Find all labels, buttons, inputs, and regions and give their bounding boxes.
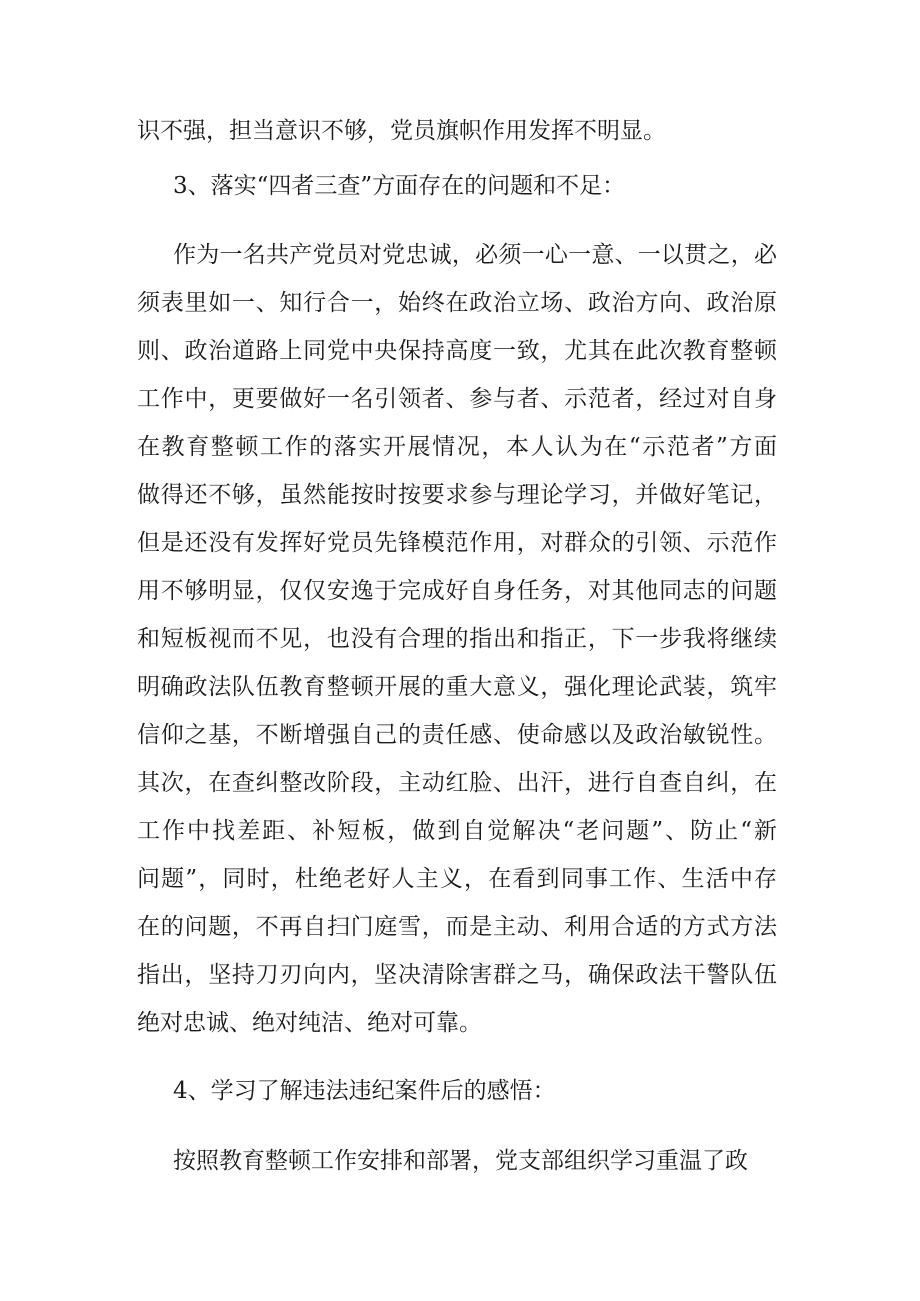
section-heading-4: 4、学习了解违法违纪案件后的感悟： (173, 1078, 556, 1104)
body-line: 作为一名共产党员对党忠诚，必须一心一意、一以贯之，必 (173, 242, 777, 268)
body-line: 做得还不够，虽然能按时按要求参与理论学习，并做好笔记， (137, 482, 777, 508)
body-line: 信仰之基，不断增强自己的责任感、使命感以及政治敏锐性。 (137, 722, 777, 748)
section-heading-3: 3、落实“四者三查”方面存在的问题和不足： (173, 173, 626, 199)
body-line: 按照教育整顿工作安排和部署，党支部组织学习重温了政 (173, 1148, 748, 1174)
body-line: 须表里如一、知行合一，始终在政治立场、政治方向、政治原 (137, 290, 777, 316)
body-line: 绝对忠诚、绝对纯洁、绝对可靠。 (137, 1010, 482, 1036)
body-line: 在教育整顿工作的落实开展情况，本人认为在“示范者”方面 (137, 434, 777, 460)
body-line: 其次，在查纠整改阶段，主动红脸、出汗，进行自查自纠，在 (137, 770, 777, 796)
body-line: 问题”，同时，杜绝老好人主义，在看到同事工作、生活中存 (137, 866, 777, 892)
body-line: 但是还没有发挥好党员先锋模范作用，对群众的引领、示范作 (137, 530, 777, 556)
paragraph-continuation-line: 识不强，担当意识不够，党员旗帜作用发挥不明显。 (137, 118, 666, 144)
body-line: 指出，坚持刀刃向内，坚决清除害群之马，确保政法干警队伍 (137, 962, 777, 988)
body-line: 用不够明显，仅仅安逸于完成好自身任务，对其他同志的问题 (137, 578, 777, 604)
body-line: 则、政治道路上同党中央保持高度一致，尤其在此次教育整顿 (137, 338, 777, 364)
body-line: 在的问题，不再自扫门庭雪，而是主动、利用合适的方式方法 (137, 914, 777, 940)
body-line: 明确政法队伍教育整顿开展的重大意义，强化理论武装，筑牢 (137, 674, 777, 700)
body-line: 工作中找差距、补短板，做到自觉解决“老问题”、防止“新 (137, 818, 777, 844)
body-line: 工作中，更要做好一名引领者、参与者、示范者，经过对自身 (137, 386, 777, 412)
body-line: 和短板视而不见，也没有合理的指出和指正，下一步我将继续 (137, 626, 777, 652)
